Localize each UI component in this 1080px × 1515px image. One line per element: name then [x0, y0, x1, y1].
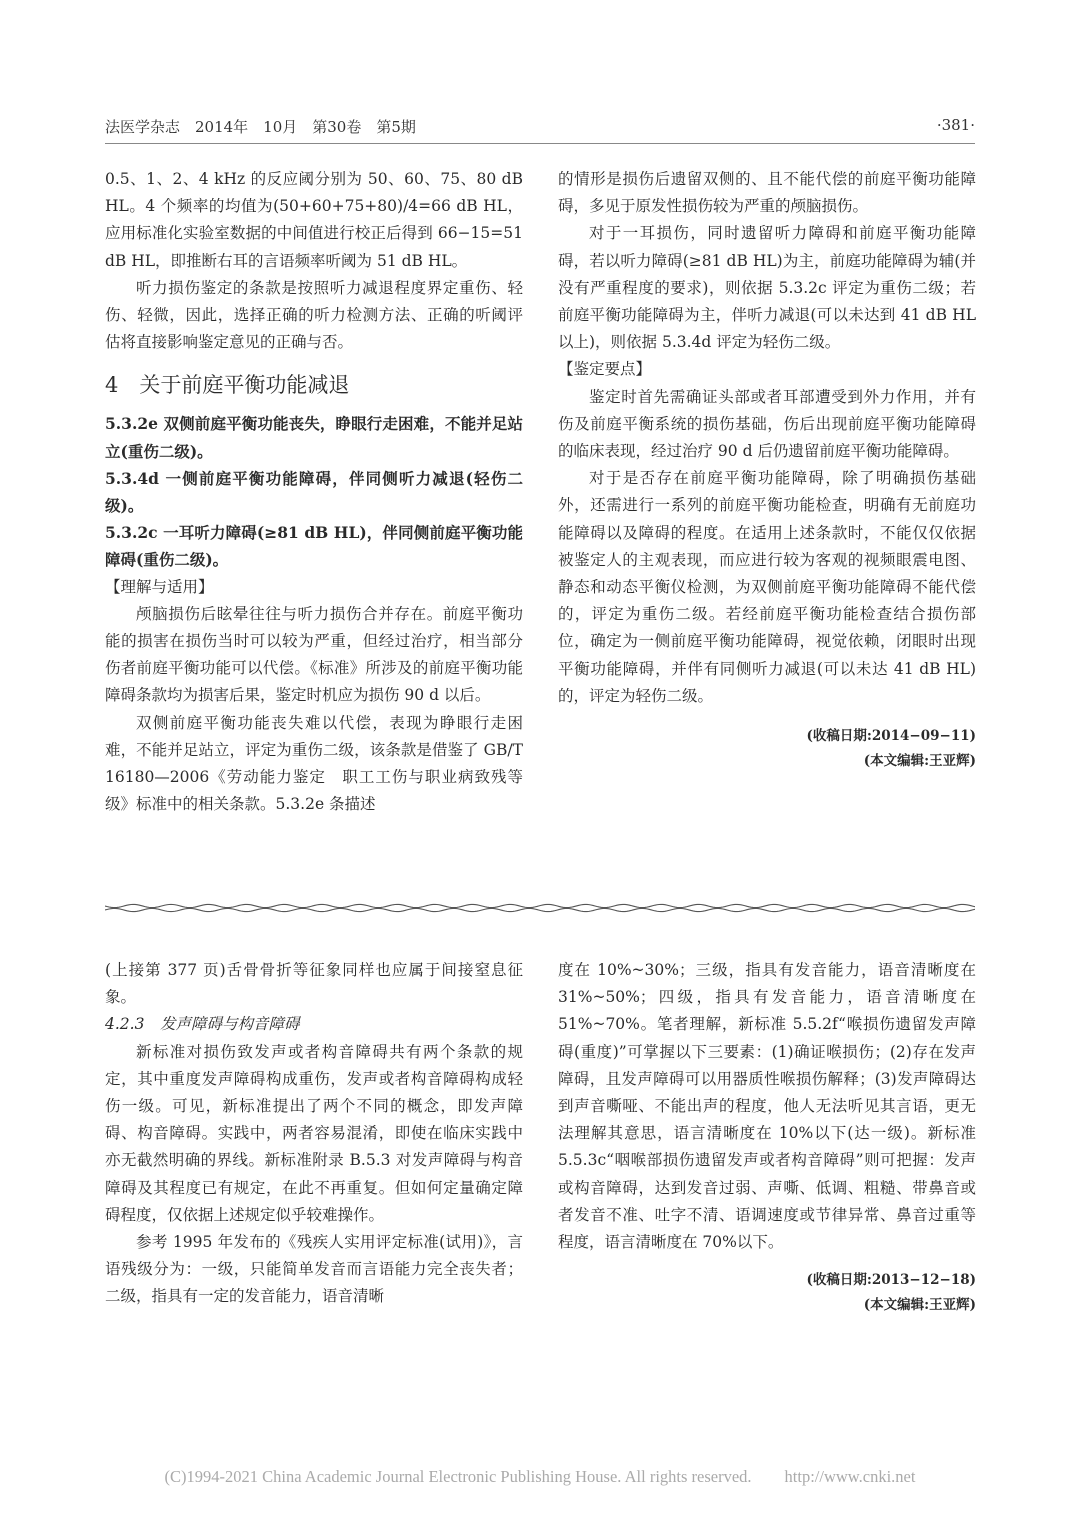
paragraph: (上接第 377 页)舌骨骨折等征象同样也应属于间接窒息征象。	[105, 961, 523, 1007]
paragraph: 对于是否存在前庭平衡功能障碍，除了明确损伤基础外，还需进行一系列的前庭平衡功能检查，明确有无前庭功能障碍以及障碍的程度。在适用上述条款时，不能仅仅依据被鉴定人的主观表现，而应进行较为客观的视频眼震电图、静态和动态平衡仪检测，为双侧前庭平衡功能障碍不能代偿的，评定为重伤二级。若经前庭平衡功能检查结合损伤部位，确定为一侧前庭平衡功能障碍，视觉依赖，闭眼时出现平衡功能障碍，并伴有同侧听力减退(可以未达 41 dB HL)的，评定为轻伤二级。	[558, 469, 976, 705]
article-column-left-bottom	[105, 957, 523, 1311]
bracket-heading: 【鉴定要点】	[558, 360, 652, 379]
article-column-right-bottom	[558, 957, 976, 1318]
paragraph: 听力损伤鉴定的条款是按照听力减退程度界定重伤、轻伤、轻微，因此，选择正确的听力检测方法、正确的听阈评估将直接影响鉴定意见的正确与否。	[105, 278, 523, 352]
paragraph: 的情形是损伤后遗留双侧的、且不能代偿的前庭平衡功能障碍，多见于原发性损伤较为严重的颅脑损伤。	[558, 170, 976, 216]
paragraph: 鉴定时首先需确证头部或者耳部遭受到外力作用，并有伤及前庭平衡系统的损伤基础，伤后出现前庭平衡功能障碍的临床表现，经过治疗 90 d 后仍遗留前庭平衡功能障碍。	[558, 387, 976, 461]
paragraph: 对于一耳损伤，同时遗留听力障碍和前庭平衡功能障碍，若以听力障碍(≥81 dB HL)为主，前庭功能障碍为辅(并没有严重程度的要求)，则依据 5.3.2c 评定为重伤二级；若前庭平衡功能障碍为主，伴听力减退(可以未达到 41 dB HL 以上)，则依据 5.3.4d 评定为轻伤二级。	[558, 224, 976, 352]
editor-credit: (本文编辑:王亚辉)	[863, 753, 976, 770]
header-rule	[105, 143, 975, 144]
bracket-heading: 【理解与适用】	[105, 577, 214, 596]
clause-5-3-2c: 5.3.2c 一耳听力障碍(≥81 dB HL)，伴同侧前庭平衡功能障碍(重伤二级)。	[105, 523, 523, 570]
article-column-right-top	[558, 166, 976, 774]
paragraph: 参考 1995 年发布的《残疾人实用评定标准(试用)》，言语残级分为：一级，只能简单发音而言语能力完全丧失者；二级，指具有一定的发音能力，语音清晰	[105, 1233, 523, 1306]
paragraph: 0.5、1、2、4 kHz 的反应阈分别为 50、60、75、80 dB HL。4 个频率的均值为(50+60+75+80)/4=66 dB HL，应用标准化实验室数据的中间值进行校正后得到 66−15=51 dB HL，即推断右耳的言语频率听阈为 51 dB HL。	[105, 170, 523, 270]
clause-5-3-2e: 5.3.2e 双侧前庭平衡功能丧失，睁眼行走困难，不能并足站立(重伤二级)。	[105, 414, 523, 461]
page-number: ·381·	[936, 116, 975, 134]
received-date: (收稿日期:2013−12−18)	[806, 1272, 976, 1289]
received-date: (收稿日期:2014−09−11)	[806, 728, 976, 745]
subsection-heading: 4.2.3 发声障碍与构音障碍	[105, 1015, 300, 1034]
journal-info: 法医学杂志 2014年 10月 第30卷 第5期	[105, 118, 416, 136]
copyright-footer: (C)1994-2021 China Academic Journal Electronic Publishing House. All rights reserved. http://www.cnki.net	[164, 1467, 916, 1486]
article-column-left-top	[105, 166, 523, 818]
article-separator	[105, 902, 975, 914]
paragraph: 度在 10%~30%；三级，指具有发音能力，语音清晰度在 31%~50%；四级，指具有发音能力，语音清晰度在 51%~70%。笔者理解，新标准 5.5.2f“喉损伤遗留发声障碍(重度)”可掌握以下三要素：(1)确证喉损伤；(2)存在发声障碍，且发声障碍可以用器质性喉损伤解释；(3)发声障碍达到声音嘶哑、不能出声的程度，他人无法听见其言语，更无法理解其意思，语言清晰度在 10%以下(达一级)。新标准 5.5.3c“咽喉部损伤遗留发声或者构音障碍”则可把握：发声或构音障碍，达到发音过弱、声嘶、低调、粗糙、带鼻音或者发音不准、吐字不清、语调速度或节律异常、鼻音过重等程度，语言清晰度在 70%以下。	[558, 961, 976, 1252]
editor-credit: (本文编辑:王亚辉)	[863, 1297, 976, 1314]
clause-5-3-4d: 5.3.4d 一侧前庭平衡功能障碍，伴同侧听力减退(轻伤二级)。	[105, 468, 523, 516]
paragraph: 双侧前庭平衡功能丧失难以代偿，表现为睁眼行走困难，不能并足站立，评定为重伤二级，该条款是借鉴了 GB/T 16180—2006《劳动能力鉴定 职工工伤与职业病致残等级》标准中的相关条款。5.3.2e 条描述	[105, 713, 523, 814]
paragraph: 颅脑损伤后眩晕往往与听力损伤合并存在。前庭平衡功能的损害在损伤当时可以较为严重，但经过治疗，相当部分伤者前庭平衡功能可以代偿。《标准》所涉及的前庭平衡功能障碍条款均为损害后果，鉴定时机应为损伤 90 d 以后。	[105, 604, 523, 705]
section-title: 4 关于前庭平衡功能减退	[105, 373, 350, 398]
running-header	[105, 116, 975, 138]
paragraph: 新标准对损伤致发声或者构音障碍共有两个条款的规定，其中重度发声障碍构成重伤，发声或者构音障碍构成轻伤一级。可见，新标准提出了两个不同的概念，即发声障碍、构音障碍。实践中，两者容易混淆，即使在临床实践中亦无截然明确的界线。新标准附录 B.5.3 对发声障碍与构音障碍及其程度已有规定，在此不再重复。但如何定量确定障碍程度，仅依据上述规定似乎较难操作。	[105, 1042, 523, 1224]
